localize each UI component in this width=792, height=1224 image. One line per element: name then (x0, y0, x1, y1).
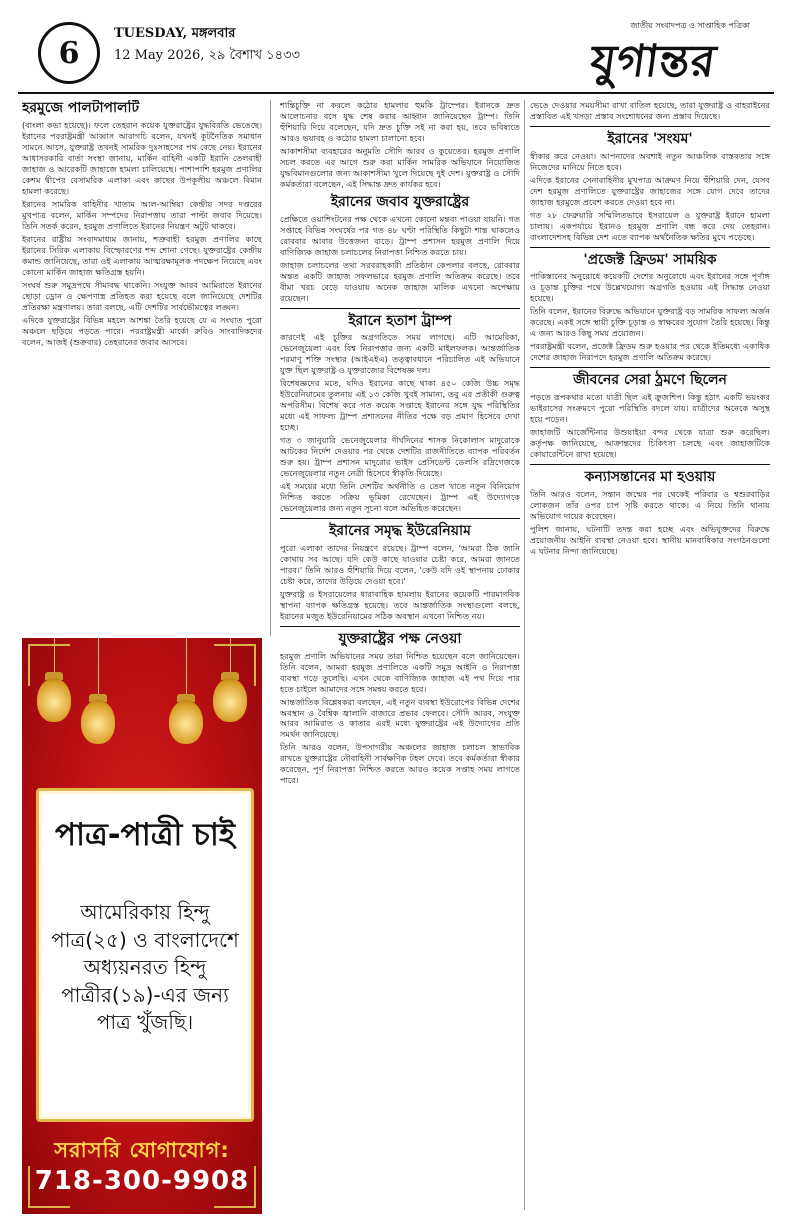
column-divider (270, 100, 271, 636)
issue-date: 12 May 2026, ২৯ বৈশাখ ১৪৩৩ (114, 48, 300, 63)
article-paragraph: কারণেই এই চুক্তির অগ্রগতিতে সময় লাগছে। এটি আমেরিকা, ভেনেজুয়েলা এবং বিশ্ব নিরাপত্তার জন্য একটি মাইলফলক। আন্তর্জাতিক পরমাণু শক্তি সংস্থার (আইএইএ) তত্ত্বাবধানে পরিচালিত এই অভিযানে যুক্ত ছিল যুক্তরাষ্ট্র ও যুক্তরাজ্যের বিশেষজ্ঞ দল। (280, 332, 520, 376)
article-paragraph: তিনি আরও বলেন, উপসাগরীয় অঞ্চলের জাহাজ চলাচল স্বাভাবিক রাখতে যুক্তরাষ্ট্রের নৌবাহিনী সার্বক্ষণিক টহল দেবে। তবে কর্মকর্তারা স্বীকার করেছেন, পূর্ণ নিরাপত্তা নিশ্চিত করতে আরও কয়েক সপ্তাহ সময় লাগতে পারে। (280, 742, 520, 786)
masthead-logo: যুগান্তর (587, 36, 720, 87)
headline-project-freedom: 'প্রজেক্ট ফ্রিডম' সাময়িক (530, 247, 770, 269)
headline-enriched-uranium: ইরানের সমৃদ্ধ ইউরেনিয়াম (280, 518, 520, 540)
masthead-tagline: জাতীয় সংবাদপত্র ও সাপ্তাহিক পত্রিকা (630, 21, 750, 30)
article-paragraph: পররাষ্ট্রমন্ত্রী বলেন, প্রজেক্ট ফ্রিডম শুরু হওয়ার পর থেকে ইতিমধ্যে একাধিক দেশের জাহাজ নিরাপদে হরমুজ প্রণালি অতিক্রম করেছে। (530, 341, 770, 363)
article-paragraph: জাহাজটি আর্জেন্টিনার উশুয়াইয়া বন্দর থেকে যাত্রা শুরু করেছিল। কর্তৃপক্ষ জানিয়েছে, আক্রান্তদের চিকিৎসা চলছে এবং জাহাজটিকে কোয়ারেন্টিনে রাখা হয়েছে। (530, 427, 770, 460)
page-header (18, 18, 774, 92)
article-paragraph: এই সময়ের মধ্যে তিনি দেশটির অর্থনীতি ও তেল খাতে নতুন বিনিয়োগ নিশ্চিত করতে সক্রিয় ভূমিকা রেখেছেন। ট্রাম্প এই উদ্যোগকে ভেনেজুয়েলার জন্য নতুন সূচনা বলে অভিহিত করেছেন। (280, 481, 520, 514)
article-paragraph: গত ২৮ ফেব্রুয়ারি সম্মিলিতভাবে ইসরায়েল ও যুক্তরাষ্ট্র ইরানে হামলা চালায়। একপর্যায়ে ইরানও হরমুজ প্রণালি বন্ধ করে দেয় তেহরান। বাংলাদেশসহ বিভিন্ন দেশ এতে ব্যাপক অর্থনৈতিক ক্ষতির মুখে পড়েছে। (530, 209, 770, 242)
ad-contact-label: সরাসরি যোগাযোগ: (54, 1138, 230, 1162)
article-paragraph: পুরো এলাকা তাদের নিয়ন্ত্রণে রয়েছে। ট্রাম্প বলেন, 'আমরা ঠিক জানি কোথায় সব আছে। যদি কেউ কাছে যাওয়ার চেষ্টা করে, আমরা জানতে পারব।' তিনি আরও হুঁশিয়ারি দিয়ে বলেন, 'কেউ যদি ওই স্থাপনায় ঢোকার চেষ্টা করে, তাদের উড়িয়ে দেওয়া হবে।' (280, 542, 520, 586)
article-paragraph: আন্তর্জাতিক বিশ্লেষকরা বলছেন, এই নতুন ব্যবস্থা ইউরোপের বিভিন্ন দেশের অবস্থান ও বৈশ্বিক জ্বালানি বাজারে প্রভাব ফেলবে। সৌদি আরব, সংযুক্ত আরব আমিরাত ও কাতার এরই মধ্যে যুক্তরাষ্ট্রের এই উদ্যোগের প্রতি সমর্থন জানিয়েছে। (280, 696, 520, 740)
ad-body-text: আমেরিকায় হিন্দু পাত্র(২৫) ও বাংলাদেশে অধ্যয়নরত হিন্দু পাত্রীর(১৯)-এর জন্য পাত্র খুঁজছি। (51, 900, 239, 1035)
article-paragraph: স্বীকার করে নেওয়া। আপনাদের অবশ্যই নতুন আঞ্চলিক বাস্তবতার সঙ্গে নিজেদের মানিয়ে নিতে হবে। (530, 150, 770, 172)
article-paragraph: পড়তে রূপকথার মতো যাত্রী ছিল এই ক্রুজশিপ। কিন্তু হঠাৎ একটি ভয়ংকর ভাইরাসের সংক্রমণে পুরো পরিস্থিতি বদলে যায়। যাত্রীদের অনেকে অসুস্থ হয়ে পড়েন। (530, 392, 770, 425)
headline-iran-restraint: ইরানের 'সংযম' (530, 126, 770, 148)
article-paragraph: ইরানের রাষ্ট্রীয় সংবাদমাধ্যম জানায়, শত্রুবাহী হরমুজ প্রণালির কাছে ইরানের সিরিক এলাকায় বিস্ফোরণের শব্দ শোনা গেছে। যুক্তরাষ্ট্রের কেন্দ্রীয় কমান্ড জানিয়েছে, তারা ওই এলাকায় আত্মরক্ষামূলক পদক্ষেপ নিয়েছে এবং কোনো মার্কিন জাহাজ ক্ষতিগ্রস্ত হয়নি। (22, 233, 262, 277)
page-number: 6 (38, 22, 100, 84)
article-paragraph: আকাশসীমা ব্যবহারের অনুমতি সৌদি আরব ও কুয়েতের। হরমুজ প্রণালি সচল করতে এর আগে শুরু করা মার্কিন সামরিক অভিযানে নিয়োজিত যুদ্ধবিমানগুলোর জন্য আকাশসীমা খুলে দিয়েছে দুই দেশ। যুক্তরাষ্ট্র ও সৌদি কর্মকর্তারা বলেছেন, এই সিদ্ধান্ত দ্রুত কার্যকর হবে। (280, 145, 520, 189)
column-1 (22, 100, 262, 635)
article-paragraph: বিশেষজ্ঞদের মতে, যদিও ইরানের কাছে থাকা ৪৫০ কেজি উচ্চ সমৃদ্ধ ইউরেনিয়ামের তুলনায় এই ১৩ কেজি খুবই সামান্য, তবু এর প্রতীকী গুরুত্ব অপরিসীম। বিশেষ করে গত কয়েক সপ্তাহে ইরানের সঙ্গে যুদ্ধ পরিস্থিতির মধ্যে এই সাফল্য ট্রাম্প প্রশাসনের নীতির পক্ষে বড় প্রমাণ হিসেবে দেখা হচ্ছে। (280, 378, 520, 433)
headline-best-trip: জীবনের সেরা ঠ্রমণে ছিলেন (530, 367, 770, 389)
headline-daughter-birth: কন্যাসন্তানের মা হওয়ায় (530, 464, 770, 486)
headline-siding-with-us: যুক্তরাষ্ট্রের পক্ষ নেওয়া (280, 626, 520, 648)
headline-iran-response: ইরানের জবাব যুক্তরাষ্ট্রের (330, 193, 470, 210)
header-divider (18, 92, 774, 94)
issue-day (114, 24, 235, 45)
article-paragraph: তিনি আরও বলেন, সন্তান জন্মের পর থেকেই পরিবার ও শ্বশুরবাড়ির লোকজন তাঁর ওপর চাপ সৃষ্টি করতে থাকে। এ নিয়ে তিনি থানায় অভিযোগ দায়ের করেছেন। (530, 488, 770, 521)
issue-day-en: TUESDAY, (114, 26, 188, 41)
article-paragraph: সংঘর্ষ শুরু সমুদ্রপথে সীমাবদ্ধ থাকেনি। সংযুক্ত আরব আমিরাতে ইরানের ছোড়া ড্রোন ও ক্ষেপণাস্ত্র প্রতিহত করা হয়েছে বলে জানিয়েছে দেশটির প্রতিরক্ষা মন্ত্রণালয়। তারা বলছে, এটি দেশটির সার্বভৌমত্বের লঙ্ঘন। (22, 279, 262, 312)
article-paragraph: প্রেক্ষিতে ওয়াশিংটনের পক্ষ থেকে এখনো কোনো মন্তব্য পাওয়া যায়নি। গত সপ্তাহে বিভিন্ন সংঘর্ষের পর গত ৪৮ ঘণ্টা পরিস্থিতি কিছুটা শান্ত থাকলেও রোববার আবার উত্তেজনা বাড়ে। ট্রাম্প প্রশাসন হরমুজ প্রণালি দিয়ে বাণিজ্যিক জাহাজ চলাচলের নিরাপত্তা নিশ্চিত করতে চায়। (280, 213, 520, 257)
article-paragraph: শান্তিচুক্তি না করলে কঠোর হামলার হুমকি ট্রাম্পের। ইরানকে দ্রুত আলোচনার বসে যুদ্ধ শেষ করার আহ্বান জানিয়েছেন ট্রাম্প। তিনি হুঁশিয়ারি দিয়ে বলেছেন, যদি দ্রুত চুক্তি সই না করা হয়, তবে ভবিষ্যতে আরও ভয়াবহ ও কঠোর হামলা চালানো হবে। (280, 100, 520, 143)
article-paragraph: পুলিশ জানায়, ঘটনাটি তদন্ত করা হচ্ছে এবং অভিযুক্তদের বিরুদ্ধে প্রয়োজনীয় আইনি ব্যবস্থা নেওয়া হবে। স্থানীয় মানবাধিকার সংগঠনগুলো এ ঘটনার নিন্দা জানিয়েছে। (530, 523, 770, 556)
column-divider (524, 100, 525, 1210)
column-2 (280, 100, 520, 1200)
article-paragraph: গত ৩ জানুয়ারি ভেনেজুয়েলার দীর্ঘদিনের শাসক নিকোলাস মাদুরোকে আটকের নির্দেশ দেওয়ার পর থেকে দেশটির রাজনীতিতে ব্যাপক পরিবর্তন শুরু হয়। ট্রাম্প প্রশাসন মাদুরোর ভাইস প্রেসিডেন্ট ডেলসি রদ্রিগেজকে ভেনেজুয়েলার নতুন নেত্রী হিসেবে স্বীকৃতি দিয়েছে। (280, 435, 520, 479)
headline-hormuz: হরমুজে পালটাপালটি (22, 100, 140, 116)
article-paragraph: (বাংলা কভা হয়েছে)। ফলে তেহরান কয়েক যুক্তরাষ্ট্রের যুদ্ধবিরতি ভেঙেছে। ইরানের পররাষ্ট্রমন্ত্রী আব্বাস আরাগচি বলেন, যখনই কূটনৈতিক সমাধান সামনে আসে, যুক্তরাষ্ট্র তখনই সামরিক দুঃসাহসের পথ বেছে নেয়। ইরানের আধাসরকারি বার্তা সংস্থা জানায়, মার্কিন বাহিনী একটি ইরানি তেলবাহী জাহাজ ও আরেকটি জাহাজে হামলা চালিয়েছে। পাশাপাশি হরমুজ প্রণালির কেশম দ্বীপের বেসামরিক এলাকা এবং কাছের উপকূলীয় অঞ্চলে বিমান হামলা করেছে। (22, 119, 262, 196)
ad-title: পাত্র-পাত্রী চাই (55, 817, 235, 853)
ad-card (36, 788, 254, 1122)
article-paragraph: এদিকে ইরানের সেনাবাহিনীর মুখপাত্র আক্রমণ নিয়ে হুঁশিয়ারি দেন, যেসব দেশ হরমুজ প্রণালিতে যুক্তরাষ্ট্রের জাহাজের সঙ্গে যোগ দেবে তাদের জাহাজ হরমুজে প্রবেশ করতে দেওয়া হবে না। (530, 174, 770, 207)
matrimonial-ad (22, 638, 262, 1214)
column-3 (530, 100, 770, 1200)
article-paragraph: পাকিস্তানের অনুরোধে কয়েকটি দেশের অনুরোধে এবং ইরানের সঙ্গে পূর্ণাঙ্গ ও চূড়ান্ত চুক্তির পথে উল্লেখযোগ্য অগ্রগতি হওয়ায় এই সিদ্ধান্ত নেওয়া হয়েছে। (530, 271, 770, 304)
article-paragraph: জাহাজ চলাচলের তথ্য সরবরাহকারী প্রতিষ্ঠান কেপলার বলছে, রোববার অন্তত একটি জাহাজ সফলভাবে হরমুজ প্রণালি অতিক্রম করেছে। তবে বীমা খরচ বেড়ে যাওয়ায় অনেক জাহাজ মালিক এখনো অপেক্ষায় রয়েছেন। (280, 259, 520, 303)
article-paragraph: ইরানের সামরিক বাহিনীর খাতাম আল-আম্বিয়া কেন্দ্রীয় সদর দপ্তরের মুখপাত্র বলেন, মার্কিন সম্পদের নিরাপত্তায় তারা পাল্টা জবাব দিয়েছে। তিনি সতর্ক করেন, হরমুজ প্রণালিতে ইরানের নিয়ন্ত্রণ অটুট থাকবে। (22, 198, 262, 231)
article-paragraph: হরমুজ প্রণালি অভিযানের সময় তারা নিশ্চিত হয়েছেন বলে জানিয়েছেন। তিনি বলেন, আমরা হরমুজ প্রণালিতে একটি সমুদ্র আইনি ও নিরাপত্তা ব্যবস্থা গড়ে তুলেছি। এখন থেকে বাণিজ্যিক জাহাজ এই পথ দিয়ে পার হতে চাইলে আমাদের সঙ্গে সমন্বয় করতে হবে। (280, 650, 520, 694)
article-paragraph: যুক্তরাষ্ট্র ও ইসরায়েলের ধারাবাহিক হামলায় ইরানের কয়েকটি পারমাণবিক স্থাপনা ব্যাপক ক্ষতিগ্রস্ত হয়েছে। তবে আন্তর্জাতিক সংস্থাগুলো বলছে, ইরানের মজুত ইউরেনিয়ামের সঠিক অবস্থান এখনো নিশ্চিত নয়। (280, 588, 520, 621)
article-paragraph: ভেঙে দেওয়ার সময়সীমা রাখা বাতিল হয়েছে, তারা যুক্তরাষ্ট্র ও বাহরাইনের প্রস্তাবিত এই খসড়া প্রস্তাব সংশোধনের জন্য প্রস্তাব দিয়েছে। (530, 100, 770, 121)
issue-day-bn: মঙ্গলবার (191, 26, 236, 41)
headline-trump-frustrated: ইরানে হতাশ ট্রাম্প (280, 308, 520, 330)
article-paragraph: তিনি বলেন, ইরানের বিরুদ্ধে অভিযানে যুক্তরাষ্ট্র বড় সামরিক সাফল্য অর্জন করেছে। একই সঙ্গে স্থায়ী চুক্তি চূড়ান্ত ও স্বাক্ষরের সুযোগ তৈরি হয়েছে। কিন্তু এ জন্য আরও কিছু সময় প্রয়োজন। (530, 306, 770, 339)
article-paragraph: এদিকে যুক্তরাষ্ট্রের বিভিন্ন মহলে আশঙ্কা তৈরি হয়েছে যে এ সংঘাত পুরো অঞ্চলে ছড়িয়ে পড়তে পারে। পররাষ্ট্রমন্ত্রী মার্কো রুবিও সাংবাদিকদের বলেন, আজই (শুক্রবার) তেহরানের জবাব আসবে। (22, 314, 262, 347)
ad-phone-number: 718-300-9908 (34, 1166, 250, 1196)
